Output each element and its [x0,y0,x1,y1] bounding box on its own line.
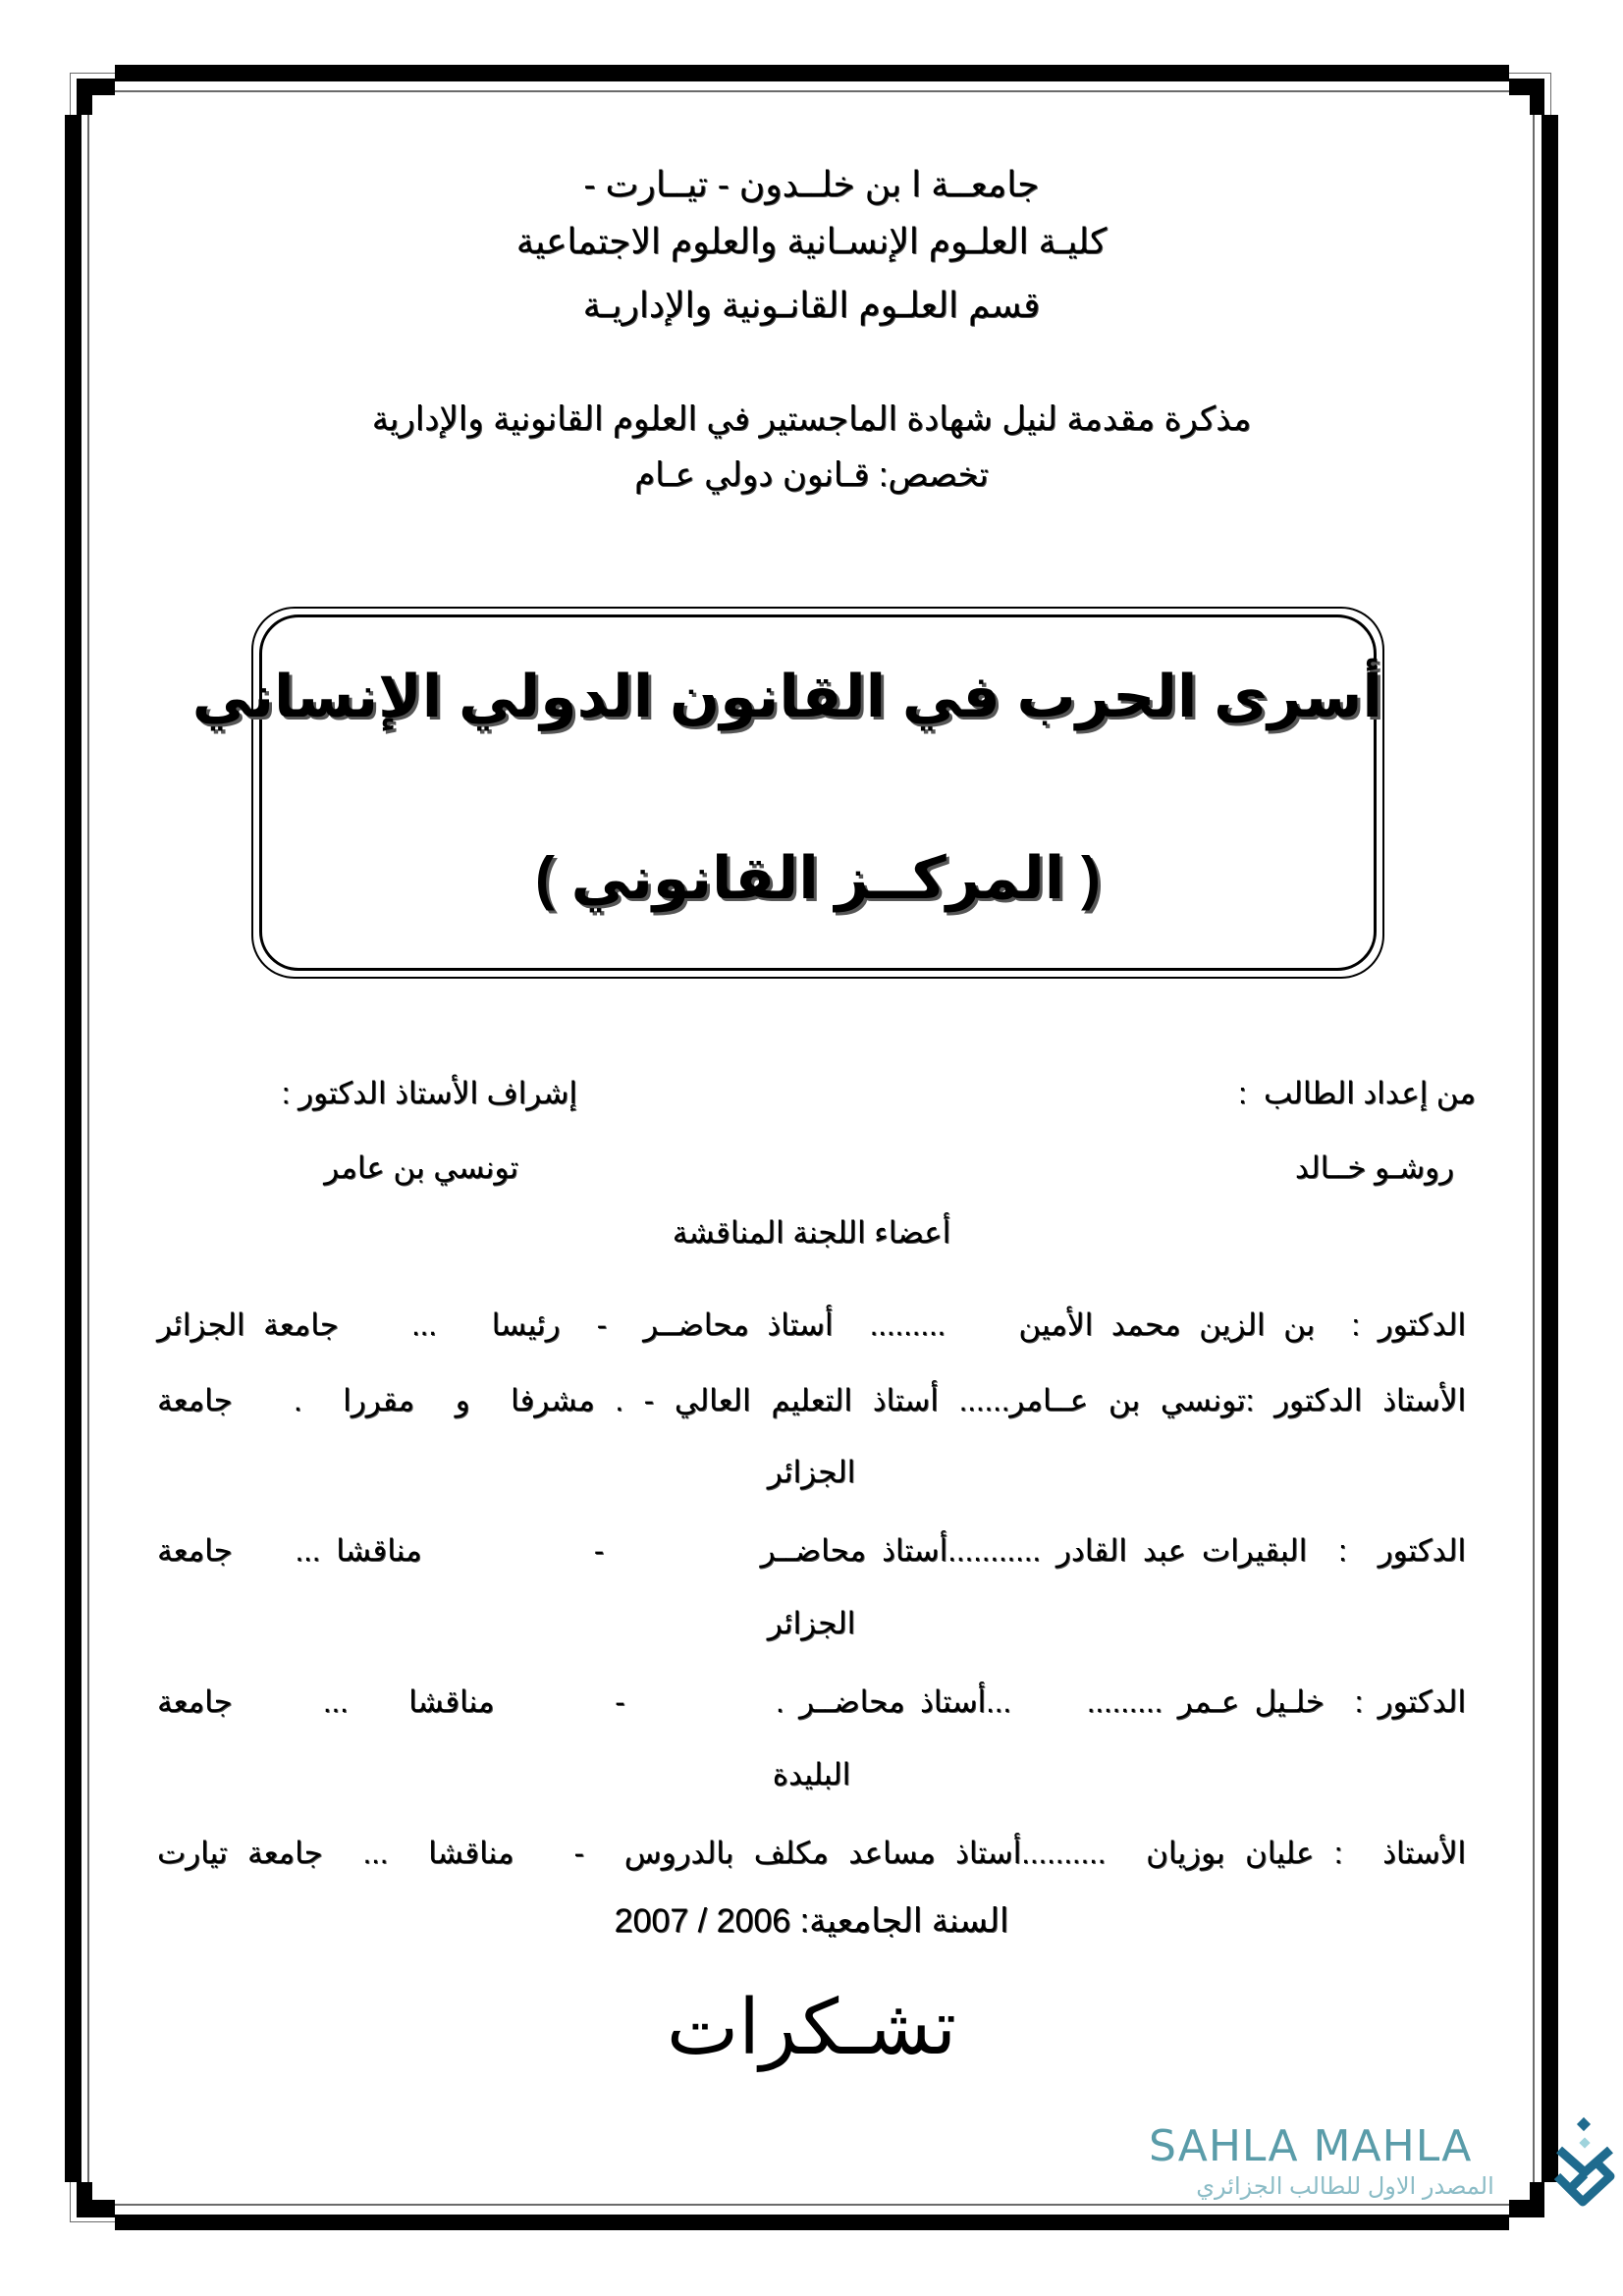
committee-heading: أعضاء اللجنة المناقشة [672,1215,951,1250]
university-name: جامعــة ا بن خلــدون - تيــارت - [583,164,1040,204]
title-box [191,607,1384,979]
supervisor-label: إشراف الأستاذ الدكتور : [281,1076,577,1110]
committee-member: الدكتور : بن الزين محمد الأمين ......... أستاذ محاضــر - رئيسا ... جامعة الجزائر [157,1308,1466,1342]
specialization: تخصص: قـانون دولي عـام [634,456,989,494]
committee-member: الأستاذ الدكتور :تونسي بن عــامر...... أستاذ التعليم العالي - . مشرفا و مقررا . جامعة [157,1383,1466,1417]
watermark-brand: SAHLA MAHLA [1149,2121,1473,2171]
acknowledgements-heading: تشـكرات [666,1984,957,2070]
committee-member: الدكتور : البقيرات عبد القادر ...........أستاذ محاضــر - مناقشا ... جامعة [157,1533,1466,1568]
student-label: من إعداد الطالب : [1238,1076,1476,1110]
thesis-purpose: مذكرة مقدمة لنيل شهادة الماجستير في العلوم القانونية والإدارية [371,400,1252,438]
calligraphy-logo-icon [1549,2115,1620,2218]
committee-member: الدكتور : خلـيل عـمر ......... ...أستاذ محاضــر . - مناقشا ... جامعة [157,1684,1466,1719]
committee-member-continuation: البليدة [772,1757,851,1791]
department-name: قسم العلـوم القانـونية والإداريـة [582,285,1041,325]
supervisor-name: تونسي بن عامر [324,1150,518,1185]
academic-year: السنة الجامعية: 2006 / 2007 [614,1902,1009,1940]
watermark-tagline: المصدر الاول للطالب الجزائري [1196,2173,1494,2200]
sahla-mahla-watermark [1139,2115,1610,2223]
faculty-name: كليـة العلـوم الإنسـانية والعلوم الاجتماعية [515,221,1108,261]
thesis-subtitle: ( المركــز القانوني ) [534,845,1102,911]
student-name: روشـو خــالد [1294,1150,1454,1185]
committee-member-continuation: الجزائر [767,1606,856,1640]
committee-member-continuation: الجزائر [767,1455,856,1489]
thesis-title: أسرى الحرب في القانون الدولي الإنساني [191,664,1382,729]
committee-member: الأستاذ : عليان بوزيان ..........أستاذ مساعد مكلف بالدروس - مناقشا ... جامعة تيارت [157,1836,1466,1870]
